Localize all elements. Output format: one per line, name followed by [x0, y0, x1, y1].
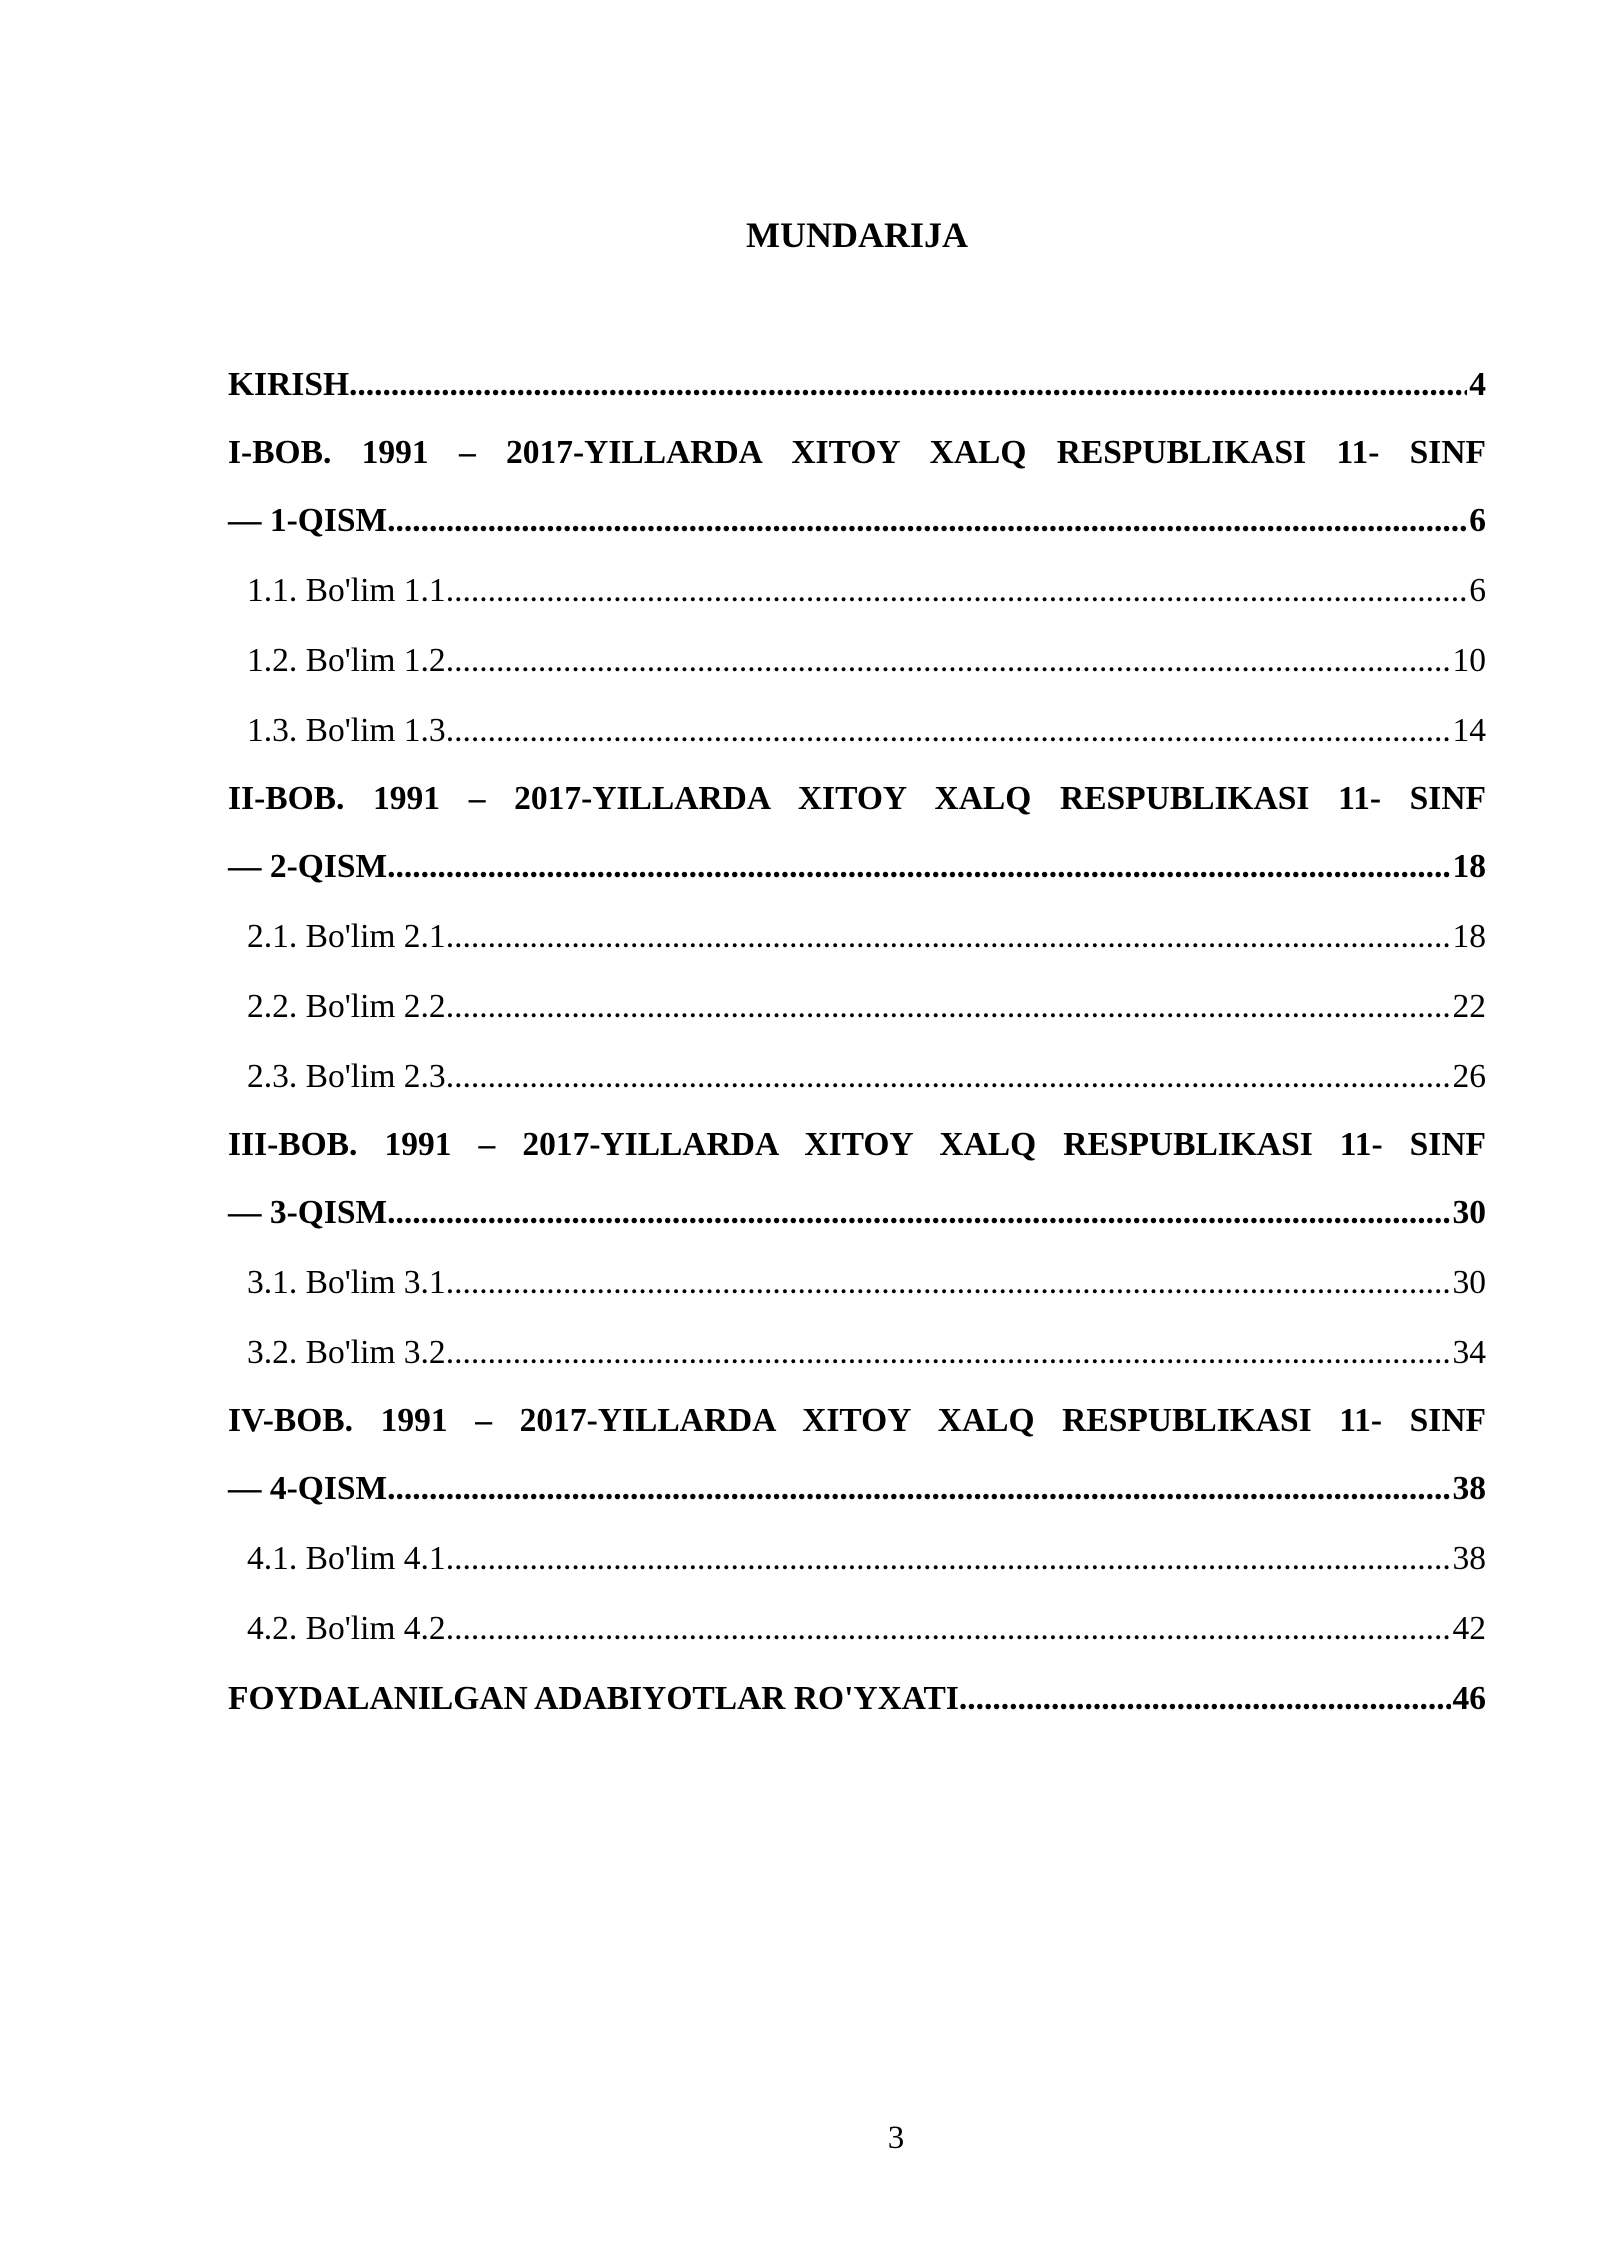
toc-entry-label: 1.1. Bo'lim 1.1: [247, 572, 446, 609]
dot-leader: [446, 1042, 1451, 1112]
toc-entry-adabiyotlar[interactable]: [228, 1664, 1486, 1734]
toc-entry-page: 6: [1469, 572, 1486, 609]
dot-leader: [446, 696, 1451, 766]
page-title: MUNDARIJA: [746, 215, 968, 255]
toc-entry-page: 22: [1452, 988, 1486, 1025]
dot-leader: [446, 1594, 1451, 1664]
toc-entry-section-2-2[interactable]: [228, 972, 1486, 1042]
toc-entry-label: — 4-QISM: [228, 1470, 388, 1507]
toc-entry-label: 4.2. Bo'lim 4.2: [247, 1610, 446, 1647]
dot-leader: [387, 832, 1450, 902]
toc-entry-label: — 3-QISM: [228, 1194, 388, 1231]
toc-entry-section-3-2[interactable]: [228, 1318, 1486, 1388]
chapter-heading-3[interactable]: III-BOB. 1991 – 2017-YILLARDA XITOY XALQ RESPUBLIKASI 11- SINF: [228, 1126, 1486, 1163]
toc-entry-label: 1.2. Bo'lim 1.2: [247, 642, 446, 679]
chapter-heading-2[interactable]: II-BOB. 1991 – 2017-YILLARDA XITOY XALQ RESPUBLIKASI 11- SINF: [228, 780, 1486, 817]
toc-entry-page: 6: [1469, 502, 1486, 539]
dot-leader: [387, 486, 1467, 556]
toc-entry-page: 38: [1452, 1540, 1486, 1577]
dot-leader: [446, 626, 1451, 696]
table-of-contents: [228, 350, 1486, 1734]
toc-entry-chapter-3[interactable]: [228, 1178, 1486, 1248]
toc-entry-label: — 2-QISM: [228, 848, 388, 885]
toc-entry-label: 1.3. Bo'lim 1.3: [247, 712, 446, 749]
toc-entry-label: 2.3. Bo'lim 2.3: [247, 1058, 446, 1095]
toc-entry-label: FOYDALANILGAN ADABIYOTLAR RO'YXATI: [228, 1680, 959, 1717]
toc-entry-section-1-3[interactable]: [228, 696, 1486, 766]
chapter-heading-4[interactable]: IV-BOB. 1991 – 2017-YILLARDA XITOY XALQ RESPUBLIKASI 11- SINF: [228, 1402, 1486, 1439]
toc-entry-page: 30: [1452, 1264, 1486, 1301]
dot-leader: [446, 1318, 1451, 1388]
toc-entry-section-1-2[interactable]: [228, 626, 1486, 696]
toc-entry-section-3-1[interactable]: [228, 1248, 1486, 1318]
toc-entry-section-2-3[interactable]: [228, 1042, 1486, 1112]
dot-leader: [387, 1454, 1450, 1524]
toc-entry-label: 4.1. Bo'lim 4.1: [247, 1540, 446, 1577]
dot-leader: [446, 1248, 1451, 1318]
toc-entry-page: 46: [1452, 1680, 1486, 1717]
dot-leader: [387, 1178, 1450, 1248]
toc-entry-section-4-1[interactable]: [228, 1524, 1486, 1594]
toc-entry-chapter-1[interactable]: [228, 486, 1486, 556]
toc-entry-section-1-1[interactable]: [228, 556, 1486, 626]
toc-entry-page: 14: [1452, 712, 1486, 749]
toc-entry-label: 2.1. Bo'lim 2.1: [247, 918, 446, 955]
dot-leader: [446, 972, 1451, 1042]
toc-entry-page: 30: [1452, 1194, 1486, 1231]
page-number: 3: [887, 2120, 905, 2156]
toc-entry-page: 10: [1452, 642, 1486, 679]
toc-entry-section-4-2[interactable]: [228, 1594, 1486, 1664]
toc-entry-label: — 1-QISM: [228, 502, 388, 539]
toc-entry-page: 38: [1452, 1470, 1486, 1507]
toc-entry-page: 4: [1469, 366, 1486, 403]
toc-entry-kirish[interactable]: [228, 350, 1486, 420]
toc-entry-page: 26: [1452, 1058, 1486, 1095]
dot-leader: [446, 1524, 1451, 1594]
toc-entry-chapter-4[interactable]: [228, 1454, 1486, 1524]
toc-entry-section-2-1[interactable]: [228, 902, 1486, 972]
dot-leader: [349, 350, 1467, 420]
toc-entry-label: 3.1. Bo'lim 3.1: [247, 1264, 446, 1301]
toc-entry-label: KIRISH: [228, 366, 350, 403]
toc-entry-page: 42: [1452, 1610, 1486, 1647]
dot-leader: [446, 556, 1468, 626]
chapter-heading-1[interactable]: I-BOB. 1991 – 2017-YILLARDA XITOY XALQ RESPUBLIKASI 11- SINF: [228, 434, 1486, 471]
toc-entry-chapter-2[interactable]: [228, 832, 1486, 902]
toc-entry-page: 18: [1452, 918, 1486, 955]
dot-leader: [446, 902, 1451, 972]
dot-leader: [959, 1664, 1451, 1734]
toc-entry-label: 3.2. Bo'lim 3.2: [247, 1334, 446, 1371]
toc-entry-page: 34: [1452, 1334, 1486, 1371]
toc-entry-label: 2.2. Bo'lim 2.2: [247, 988, 446, 1025]
toc-entry-page: 18: [1452, 848, 1486, 885]
